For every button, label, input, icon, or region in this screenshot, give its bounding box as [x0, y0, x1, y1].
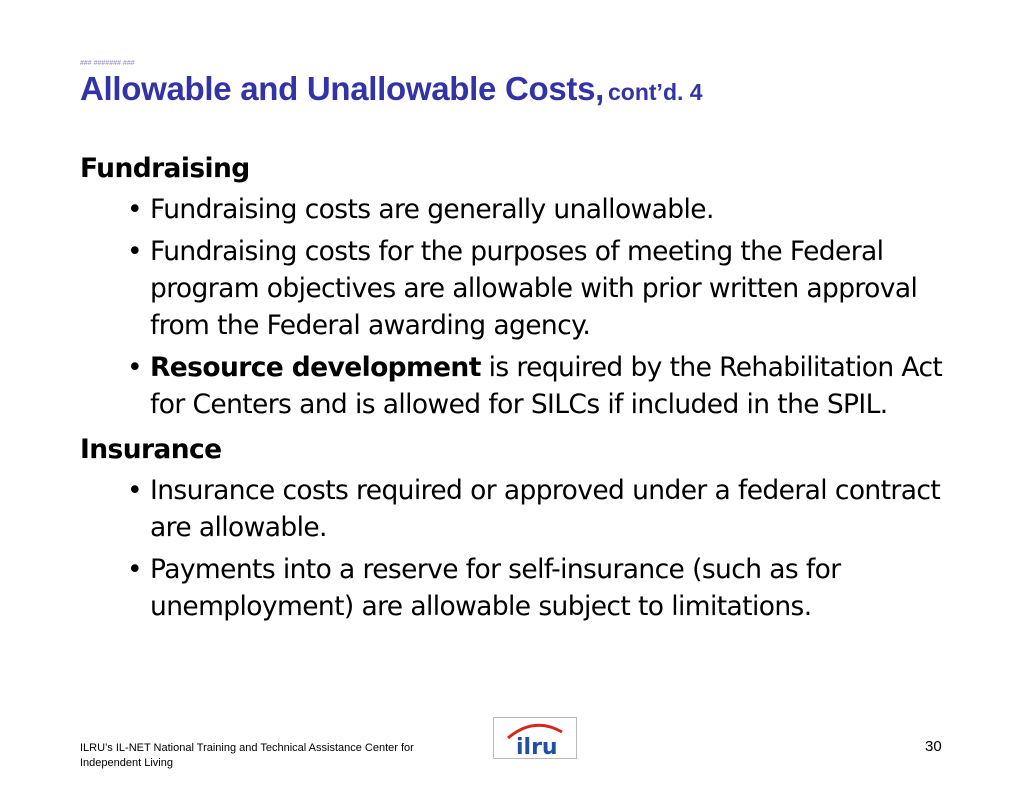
fundraising-bullet-list [80, 191, 960, 423]
insurance-bullet-list [80, 472, 960, 625]
slide-tag: ### ####### ### [80, 60, 135, 67]
slide-title [80, 70, 703, 108]
footer-line-1: ILRU’s IL-NET National Training and Technical Assistance Center for [80, 742, 414, 754]
bullet-icon: • [127, 194, 143, 225]
footer-organization-text [80, 741, 480, 771]
section-heading-insurance: Insurance [80, 434, 222, 465]
footer-line-2: Independent Living [80, 757, 173, 769]
bullet-bold-text: Resource development [150, 352, 481, 383]
section-heading-fundraising: Fundraising [80, 153, 250, 184]
bullet-text: Fundraising costs are generally unallowable. [150, 194, 714, 225]
slide-title-sub: cont’d. 4 [608, 79, 703, 105]
ilru-logo-icon [494, 718, 576, 758]
bullet-item [80, 472, 960, 546]
bullet-item [80, 191, 960, 228]
slide-title-main: Allowable and Unallowable Costs, [80, 70, 604, 107]
bullet-text: Insurance costs required or approved under a federal contract are allowable. [150, 475, 941, 543]
bullet-text: is required by the Rehabilitation Act for Centers and is allowed for SILCs if included in the SPIL. [150, 352, 943, 420]
ilru-logo [493, 717, 577, 759]
slide-content [80, 150, 960, 630]
bullet-item [80, 349, 960, 423]
bullet-text: Fundraising costs for the purposes of meeting the Federal program objectives are allowable with prior written approval from the Federal awarding agency. [150, 236, 918, 341]
bullet-item [80, 551, 960, 625]
logo-wordmark: ilru [516, 735, 558, 758]
bullet-icon: • [127, 352, 143, 383]
bullet-icon: • [127, 236, 143, 267]
bullet-text: Payments into a reserve for self-insurance (such as for unemployment) are allowable subject to limitations. [150, 554, 841, 622]
bullet-item [80, 233, 960, 344]
page-number: 30 [925, 738, 942, 755]
bullet-icon: • [127, 554, 143, 585]
bullet-icon: • [127, 475, 143, 506]
